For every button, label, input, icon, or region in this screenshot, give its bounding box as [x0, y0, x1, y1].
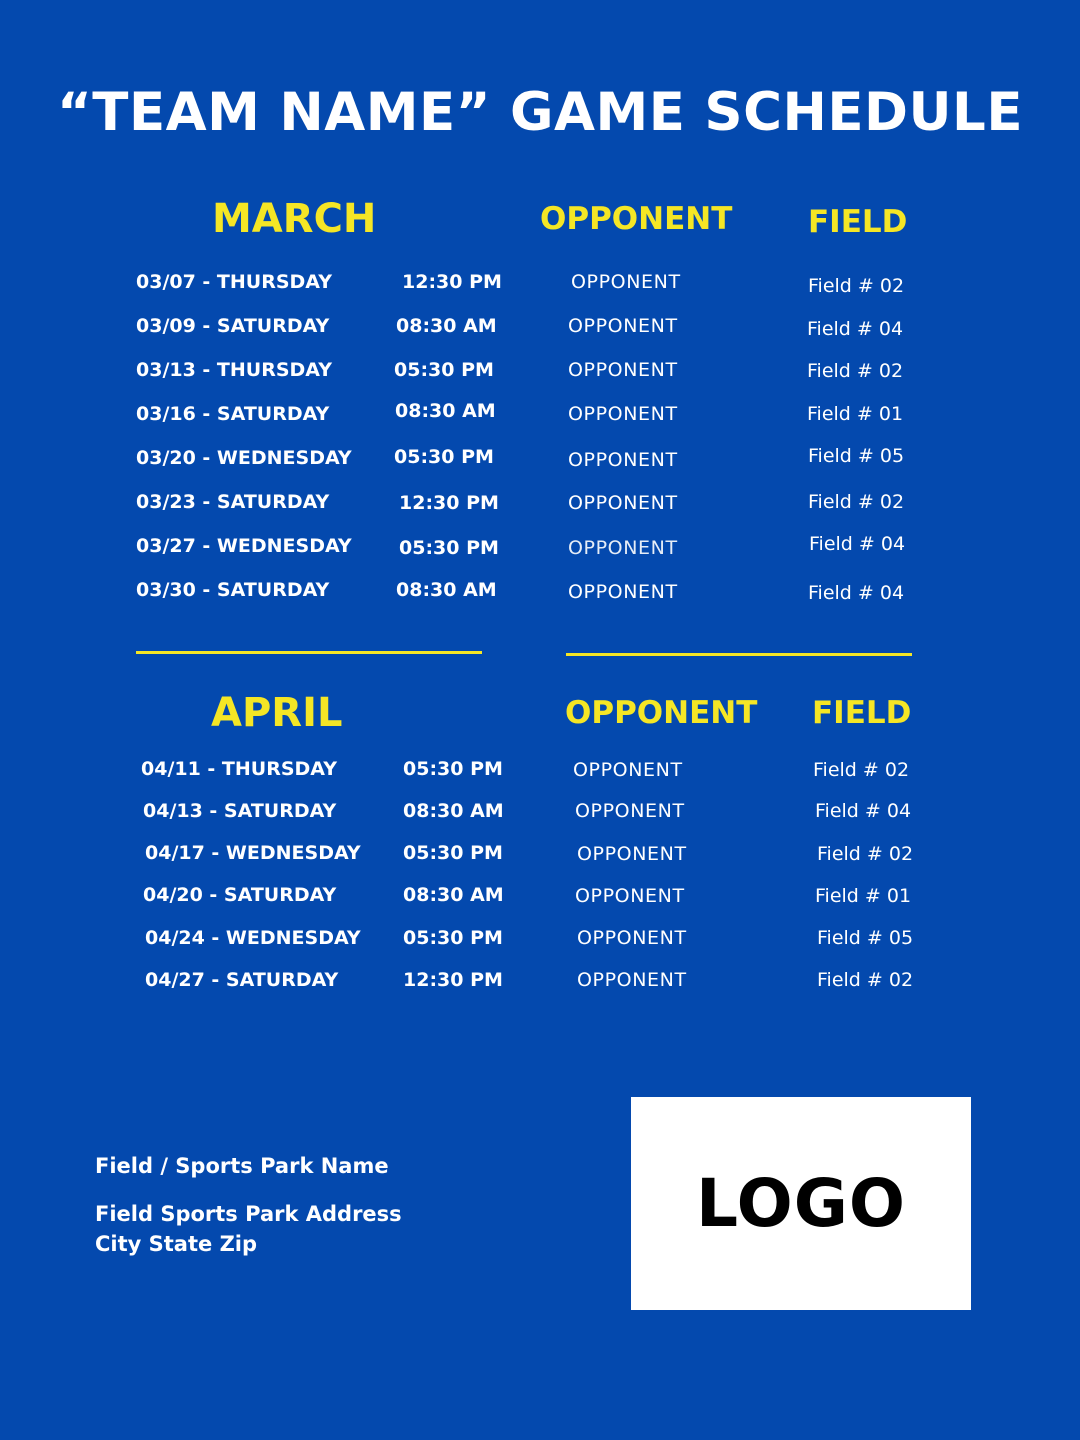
table-row: [0, 883, 1080, 927]
game-opponent: OPPONENT: [571, 271, 681, 293]
game-opponent: OPPONENT: [575, 800, 685, 822]
game-time: 05:30 PM: [403, 842, 503, 864]
table-row: [0, 446, 1080, 490]
table-row: [0, 841, 1080, 885]
table-row: [0, 490, 1080, 534]
game-date: 04/13 - SATURDAY: [143, 800, 337, 822]
table-row: [0, 402, 1080, 446]
game-time: 05:30 PM: [394, 359, 494, 381]
game-time: 05:30 PM: [403, 758, 503, 780]
logo-placeholder: LOGO: [695, 1165, 907, 1242]
game-date: 03/20 - WEDNESDAY: [136, 447, 352, 469]
game-opponent: OPPONENT: [568, 403, 678, 425]
section-divider-left: [136, 651, 482, 654]
game-opponent: OPPONENT: [568, 449, 678, 471]
game-time: 05:30 PM: [403, 927, 503, 949]
game-opponent: OPPONENT: [577, 969, 687, 991]
april-field-heading: FIELD: [812, 695, 912, 731]
game-opponent: OPPONENT: [568, 359, 678, 381]
table-row: [0, 799, 1080, 843]
game-date: 04/24 - WEDNESDAY: [145, 927, 361, 949]
game-date: 04/20 - SATURDAY: [143, 884, 337, 906]
game-date: 03/13 - THURSDAY: [136, 359, 332, 381]
game-date: 03/09 - SATURDAY: [136, 315, 330, 337]
april-month-heading: APRIL: [211, 690, 343, 736]
game-field: Field # 04: [815, 800, 912, 822]
table-row: [0, 358, 1080, 402]
game-date: 04/17 - WEDNESDAY: [145, 842, 361, 864]
venue-name: Field / Sports Park Name: [95, 1154, 389, 1178]
game-field: Field # 04: [809, 533, 906, 555]
april-opponent-heading: OPPONENT: [565, 695, 758, 731]
table-row: [0, 534, 1080, 578]
table-row: [0, 926, 1080, 970]
game-date: 04/11 - THURSDAY: [141, 758, 337, 780]
game-time: 08:30 AM: [395, 400, 496, 422]
game-time: 08:30 AM: [403, 884, 504, 906]
game-date: 03/30 - SATURDAY: [136, 579, 330, 601]
table-row: [0, 314, 1080, 358]
game-field: Field # 05: [808, 445, 905, 467]
game-field: Field # 02: [808, 275, 905, 297]
game-opponent: OPPONENT: [577, 927, 687, 949]
game-field: Field # 02: [817, 843, 914, 865]
game-opponent: OPPONENT: [575, 885, 685, 907]
game-field: Field # 02: [807, 360, 904, 382]
game-opponent: OPPONENT: [568, 537, 678, 559]
table-row: [0, 968, 1080, 1012]
game-field: Field # 04: [807, 318, 904, 340]
page-title: “TEAM NAME” GAME SCHEDULE: [56, 82, 1024, 143]
game-time: 05:30 PM: [394, 446, 494, 468]
march-opponent-heading: OPPONENT: [540, 201, 733, 237]
game-opponent: OPPONENT: [568, 492, 678, 514]
table-row: [0, 270, 1080, 314]
game-date: 03/07 - THURSDAY: [136, 271, 332, 293]
march-field-heading: FIELD: [808, 204, 908, 240]
game-time: 12:30 PM: [402, 271, 502, 293]
game-opponent: OPPONENT: [568, 315, 678, 337]
game-date: 04/27 - SATURDAY: [145, 969, 339, 991]
game-time: 12:30 PM: [399, 492, 499, 514]
section-divider-right: [566, 653, 912, 656]
game-field: Field # 01: [815, 885, 912, 907]
table-row: [0, 578, 1080, 622]
game-opponent: OPPONENT: [568, 581, 678, 603]
game-date: 03/27 - WEDNESDAY: [136, 535, 352, 557]
game-time: 12:30 PM: [403, 969, 503, 991]
game-field: Field # 01: [807, 403, 904, 425]
game-time: 05:30 PM: [399, 537, 499, 559]
game-opponent: OPPONENT: [577, 843, 687, 865]
venue-address: Field Sports Park Address: [95, 1202, 402, 1226]
game-opponent: OPPONENT: [573, 759, 683, 781]
venue-city-state-zip: City State Zip: [95, 1232, 258, 1256]
game-date: 03/16 - SATURDAY: [136, 403, 330, 425]
logo-box: [631, 1097, 971, 1310]
march-month-heading: MARCH: [212, 196, 377, 242]
game-field: Field # 02: [808, 491, 905, 513]
game-field: Field # 04: [808, 582, 905, 604]
game-time: 08:30 AM: [403, 800, 504, 822]
game-field: Field # 02: [813, 759, 910, 781]
table-row: [0, 757, 1080, 801]
game-field: Field # 05: [817, 927, 914, 949]
game-time: 08:30 AM: [396, 315, 497, 337]
game-time: 08:30 AM: [396, 579, 497, 601]
game-date: 03/23 - SATURDAY: [136, 491, 330, 513]
game-field: Field # 02: [817, 969, 914, 991]
